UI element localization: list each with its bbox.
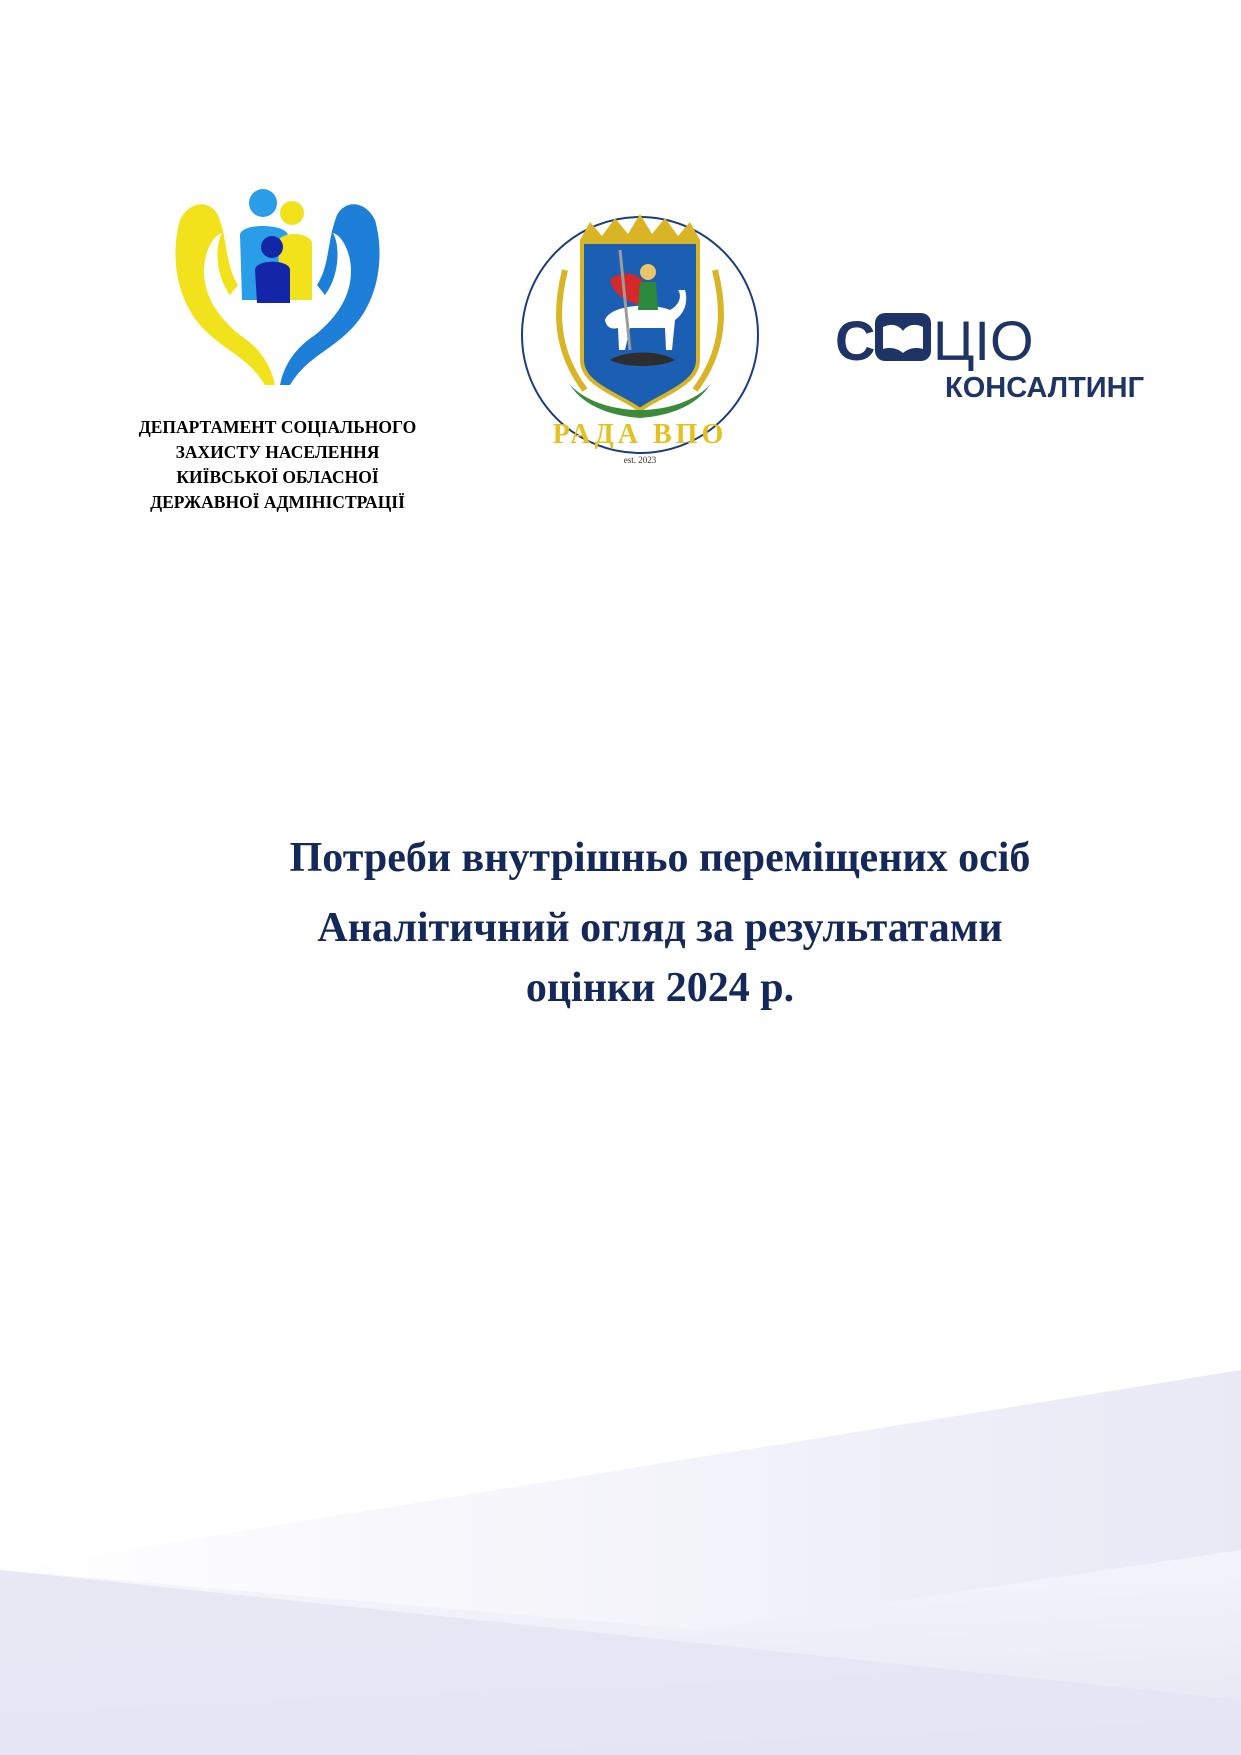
council-est: est. 2023: [623, 455, 657, 465]
department-caption: ДЕПАРТАМЕНТ СОЦІАЛЬНОГО ЗАХИСТУ НАСЕЛЕННЯ КИЇВСЬКОЇ ОБЛАСНОЇ ДЕРЖАВНОЇ АДМІНІСТРАЦІЇ: [138, 417, 417, 512]
council-label: РАДА ВПО: [552, 419, 728, 450]
book-icon: [875, 313, 931, 361]
hands-family-logo: [170, 185, 385, 395]
title-line-1: Потреби внутрішньо переміщених осіб: [289, 835, 1031, 881]
socio-word2: КОНСАЛТИНГ: [945, 372, 1145, 404]
title-line-2: Аналітичний огляд за результатами оцінки 2024 р.: [317, 905, 1003, 1011]
socio-letter-s: С: [835, 309, 876, 372]
report-title: [160, 828, 1160, 1018]
kyiv-oblast-coat-of-arms: [510, 210, 770, 475]
socio-consulting-logo: [835, 305, 1175, 405]
bottom-wave-decoration: [0, 1370, 1241, 1755]
socio-suffix: ЦІО: [933, 309, 1034, 372]
